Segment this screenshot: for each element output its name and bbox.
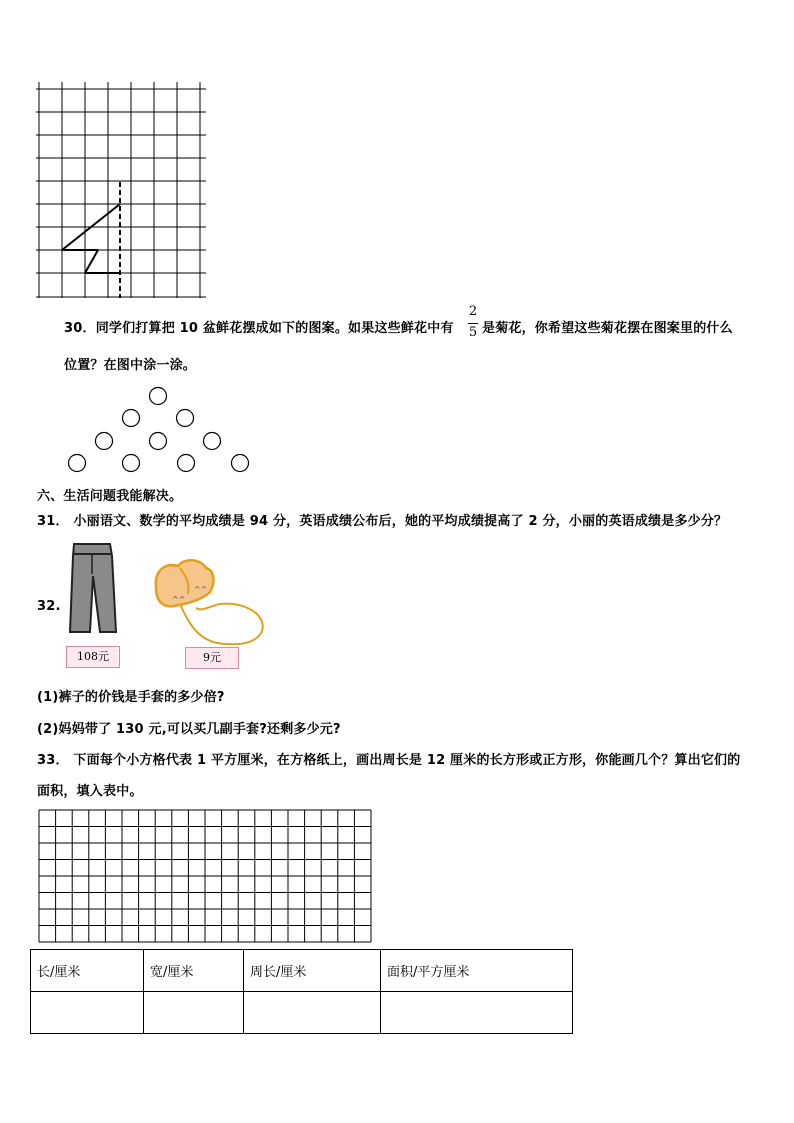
table-cell-width[interactable] [144, 992, 244, 1034]
flower-pattern[interactable] [60, 384, 260, 480]
flower-circle [178, 455, 195, 472]
q33-text-line2: 面积，填入表中。 [37, 784, 143, 799]
flower-circle [69, 455, 86, 472]
flower-circle [150, 433, 167, 450]
q30-line1 [64, 317, 454, 336]
q31-text: 31． 小丽语文、数学的平均成绩是 94 分，英语成绩公布后，她的平均成绩提高了 2 分，小丽的英语成绩是多少分？ [37, 514, 728, 529]
symmetry-grid [36, 82, 208, 300]
table-cell-area[interactable] [381, 992, 573, 1034]
section-6-title: 六、生活问题我能解决。 [37, 489, 183, 504]
flower-circle [177, 410, 194, 427]
svg-text:^^: ^^ [172, 595, 186, 604]
table-row [31, 992, 573, 1034]
q30-number: 30． [64, 321, 96, 336]
gloves-price-tag: 9元 [185, 647, 239, 669]
q32-number: 32. [37, 599, 61, 614]
table-cell-perimeter[interactable] [244, 992, 381, 1034]
table-header-area: 面积/平方厘米 [381, 950, 573, 992]
table-header-row [31, 950, 573, 992]
q32-sub2: (2)妈妈带了 130 元,可以买几副手套?还剩多少元? [37, 722, 341, 737]
q30-text-after: 是菊花，你希望这些菊花摆在图案里的什么 [482, 321, 733, 336]
q30-fraction-denominator: 5 [468, 325, 478, 340]
table-cell-length[interactable] [31, 992, 144, 1034]
answer-table [30, 949, 573, 1034]
square-grid-paper[interactable] [36, 807, 374, 945]
q30-fraction-bar [468, 323, 478, 324]
q30-text-before: 同学们打算把 10 盆鲜花摆成如下的图案。如果这些鲜花中有 [95, 321, 454, 336]
q30-fraction-numerator: 2 [468, 304, 478, 319]
q30-line2: 位置？在图中涂一涂。 [64, 358, 197, 373]
flower-circle [232, 455, 249, 472]
flower-circle [150, 388, 167, 405]
flower-circle [204, 433, 221, 450]
table-header-width: 宽/厘米 [144, 950, 244, 992]
table-header-length: 长/厘米 [31, 950, 144, 992]
q32-sub1: (1)裤子的价钱是手套的多少倍? [37, 690, 225, 705]
q33-text-line1: 33． 下面每个小方格代表 1 平方厘米，在方格纸上，画出周长是 12 厘米的长方形或正方形，你能画几个？算出它们的 [37, 753, 741, 768]
gloves-image [150, 556, 268, 650]
flower-circle [123, 410, 140, 427]
table-header-perimeter: 周长/厘米 [244, 950, 381, 992]
flower-circle [96, 433, 113, 450]
pants-image [64, 540, 120, 636]
flower-circle [123, 455, 140, 472]
pants-price-tag: 108元 [66, 646, 120, 668]
svg-text:^^: ^^ [194, 585, 208, 594]
